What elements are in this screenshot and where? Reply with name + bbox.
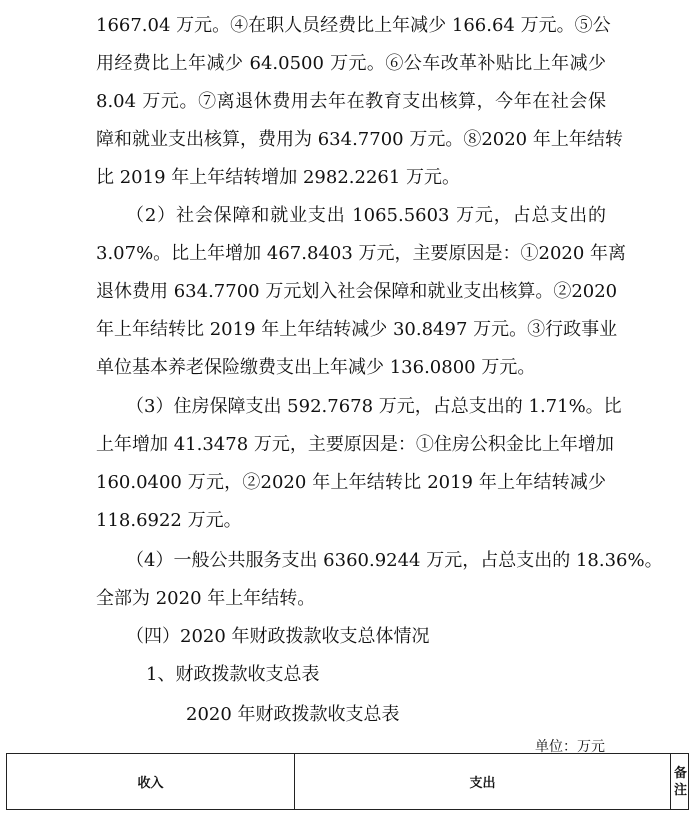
header-remarks-char-1: 备	[673, 765, 687, 781]
p1-line-4: 障和就业支出核算，费用为 634.7700 万元。⑧2020 年上年结转	[96, 129, 623, 150]
table-header-remarks	[671, 754, 690, 809]
p4-line-1: （4）一般公共服务支出 6360.9244 万元，占总支出的 18.36%。	[126, 550, 663, 571]
p4-line-2: 全部为 2020 年上年结转。	[96, 588, 316, 609]
p3-line-2: 上年增加 41.3478 万元，主要原因是：①住房公积金比上年增加	[96, 434, 614, 455]
p3-line-1: （3）住房保障支出 592.7678 万元，占总支出的 1.71%。比	[126, 396, 622, 417]
p1-line-5: 比 2019 年上年结转增加 2982.2261 万元。	[96, 167, 461, 188]
header-income-label: 收入	[137, 776, 164, 791]
subsection-heading: 1、财政拨款收支总表	[146, 664, 320, 685]
p1-line-2: 用经费比上年减少 64.0500 万元。⑥公车改革补贴比上年减少	[96, 53, 606, 74]
p2-line-2: 3.07%。比上年增加 467.8403 万元，主要原因是：①2020 年离	[96, 243, 627, 264]
fiscal-summary-table	[6, 753, 689, 810]
p2-line-4: 年上年结转比 2019 年上年结转减少 30.8497 万元。③行政事业	[96, 319, 618, 340]
unit-label: 单位：万元	[535, 739, 605, 755]
p2-line-5: 单位基本养老保险缴费支出上年减少 136.0800 万元。	[96, 357, 536, 378]
section-heading: （四）2020 年财政拨款收支总体情况	[126, 626, 430, 647]
p1-line-1: 1667.04 万元。④在职人员经费比上年减少 166.64 万元。⑤公	[96, 15, 611, 36]
p2-line-3: 退休费用 634.7700 万元划入社会保障和就业支出核算。②2020	[96, 281, 618, 302]
table-title: 2020 年财政拨款收支总表	[186, 704, 400, 725]
table-header-income	[7, 754, 295, 809]
p3-line-4: 118.6922 万元。	[96, 510, 242, 531]
table-header-expense	[295, 754, 671, 809]
p3-line-3: 160.0400 万元，②2020 年上年结转比 2019 年上年结转减少	[96, 472, 606, 493]
header-remarks-char-2: 注	[673, 782, 687, 798]
p2-line-1: （2）社会保障和就业支出 1065.5603 万元，占总支出的	[126, 205, 606, 226]
p1-line-3: 8.04 万元。⑦离退休费用去年在教育支出核算，今年在社会保	[96, 91, 606, 112]
header-expense-label: 支出	[469, 776, 496, 791]
